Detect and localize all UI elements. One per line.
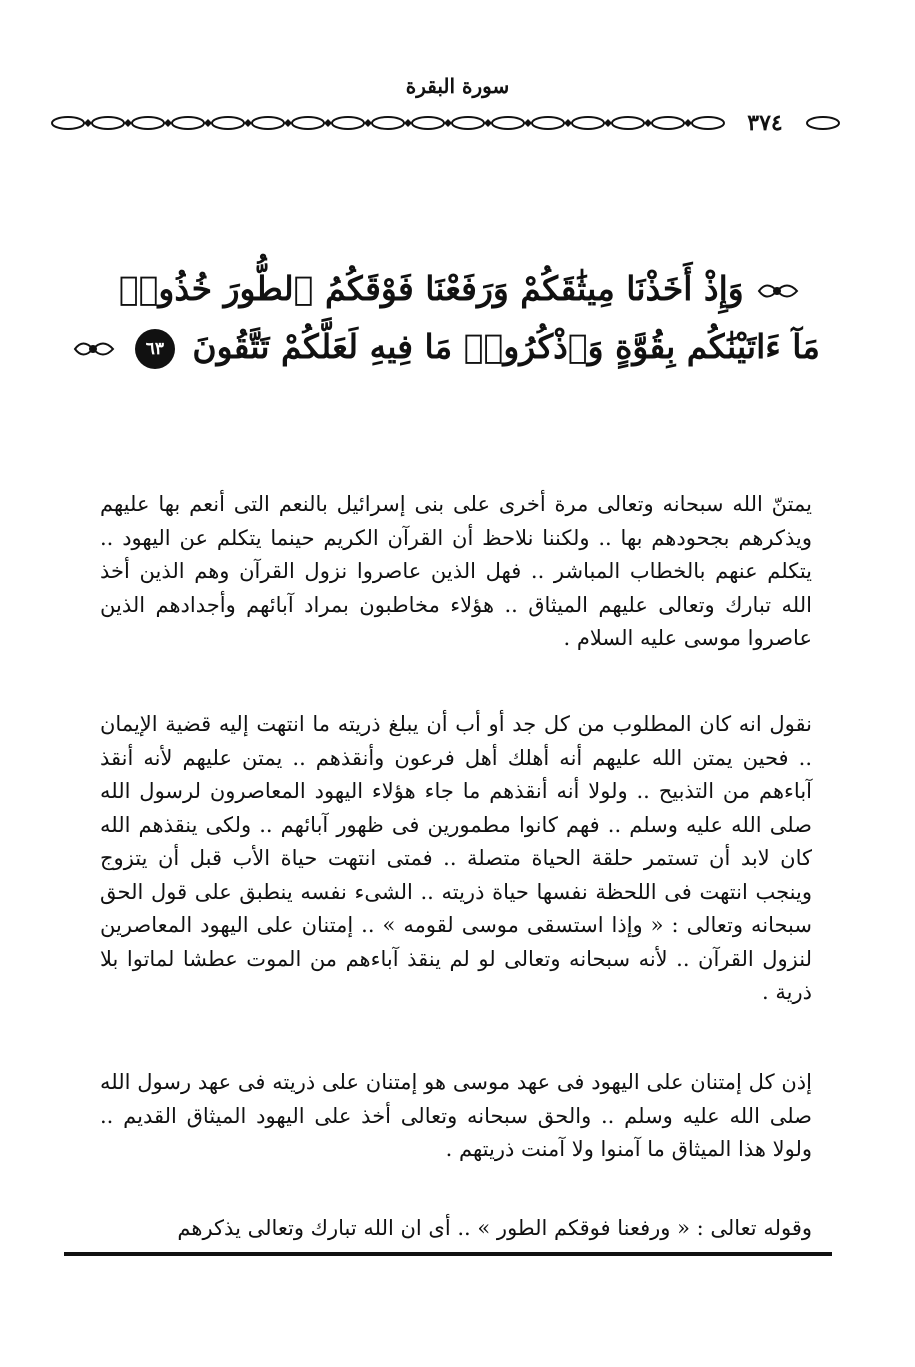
chain-border-ornament [48,108,848,138]
paragraph-4: وقوله تعالى : « ورفعنا فوقكم الطور » .. أى ان الله تبارك وتعالى يذكرهم [177,1216,812,1240]
surah-title: سورة البقرة [405,74,510,98]
verse-end-ornament-icon [71,334,117,364]
page-number: ٣٧٤ [730,110,800,136]
quran-verse [100,260,820,376]
verse-text-1: وَإِذْ أَخَذْنَا مِيثَٰقَكُمْ وَرَفَعْنَا فَوْقَكُمُ ٱلطُّورَ خُذُوا۟ [118,269,744,308]
verse-start-ornament-icon [755,276,801,306]
paragraph-3: إذن كل إمتنان على اليهود فى عهد موسى هو إمتنان على ذريته فى عهد رسول الله صلى الله عليه وسلم .. والحق سبحانه وتعالى أخذ على اليهود الميثاق القديم .. ولولا هذا الميثاق ما آمنوا ولا آمنت ذريتهم . [100,1070,812,1161]
verse-line-2 [100,318,820,376]
verse-line-1 [100,260,820,318]
ayah-number-marker: ٦٣ [135,329,175,369]
verse-text-2: مَآ ءَاتَيْنَٰكُم بِقُوَّةٍ وَٱذْكُرُوا۟ مَا فِيهِ لَعَلَّكُمْ تَتَّقُونَ [192,327,820,366]
paragraph-1: يمتنّ الله سبحانه وتعالى مرة أخرى على بنى إسرائيل بالنعم التى أنعم بها عليهم ويذكرهم بجحودهم بها .. ولكننا نلاحظ أن القرآن الكريم حينما يتكلم عن اليهود .. يتكلم عنهم بالخطاب المباشر .. فهل الذين عاصروا نزول القرآن وهم الذين أخذ الله تبارك وتعالى عليهم الميثاق .. هؤلاء مخاطبون بمراد آبائهم وأجدادهم الذين عاصروا موسى عليه السلام . [100,492,813,650]
footer-rule [64,1252,832,1256]
paragraph-2: نقول انه كان المطلوب من كل جد أو أب أن يبلغ ذريته ما انتهت إليه قضية الإيمان .. فحين يمتن الله عليهم أنه أهلك أهل فرعون وأنقذهم .. يمتن عليهم لأنه أنقذ آباءهم من التذبيح .. ولولا أنه أنقذهم ما جاء هؤلاء اليهود المعاصرون لرسول الله صلى الله عليه وسلم .. فهم كانوا مطمورين فى ظهور آبائهم .. ولكى ينقذهم الله كان لابد أن تستمر حلقة الحياة متصلة .. فمتى انتهت حياة الأب قبل أن يتزوج وينجب انتهت فى اللحظة نفسها حياة ذريته .. الشىء نفسه ينطبق على قول الحق سبحانه وتعالى : « وإذا استسقى موسى لقومه » .. إمتنان على اليهود المعاصرين لنزول القرآن .. لأنه سبحانه وتعالى لو لم ينقذ آباءهم من الموت عطشا لماتوا بلا ذرية . [100,712,812,1004]
